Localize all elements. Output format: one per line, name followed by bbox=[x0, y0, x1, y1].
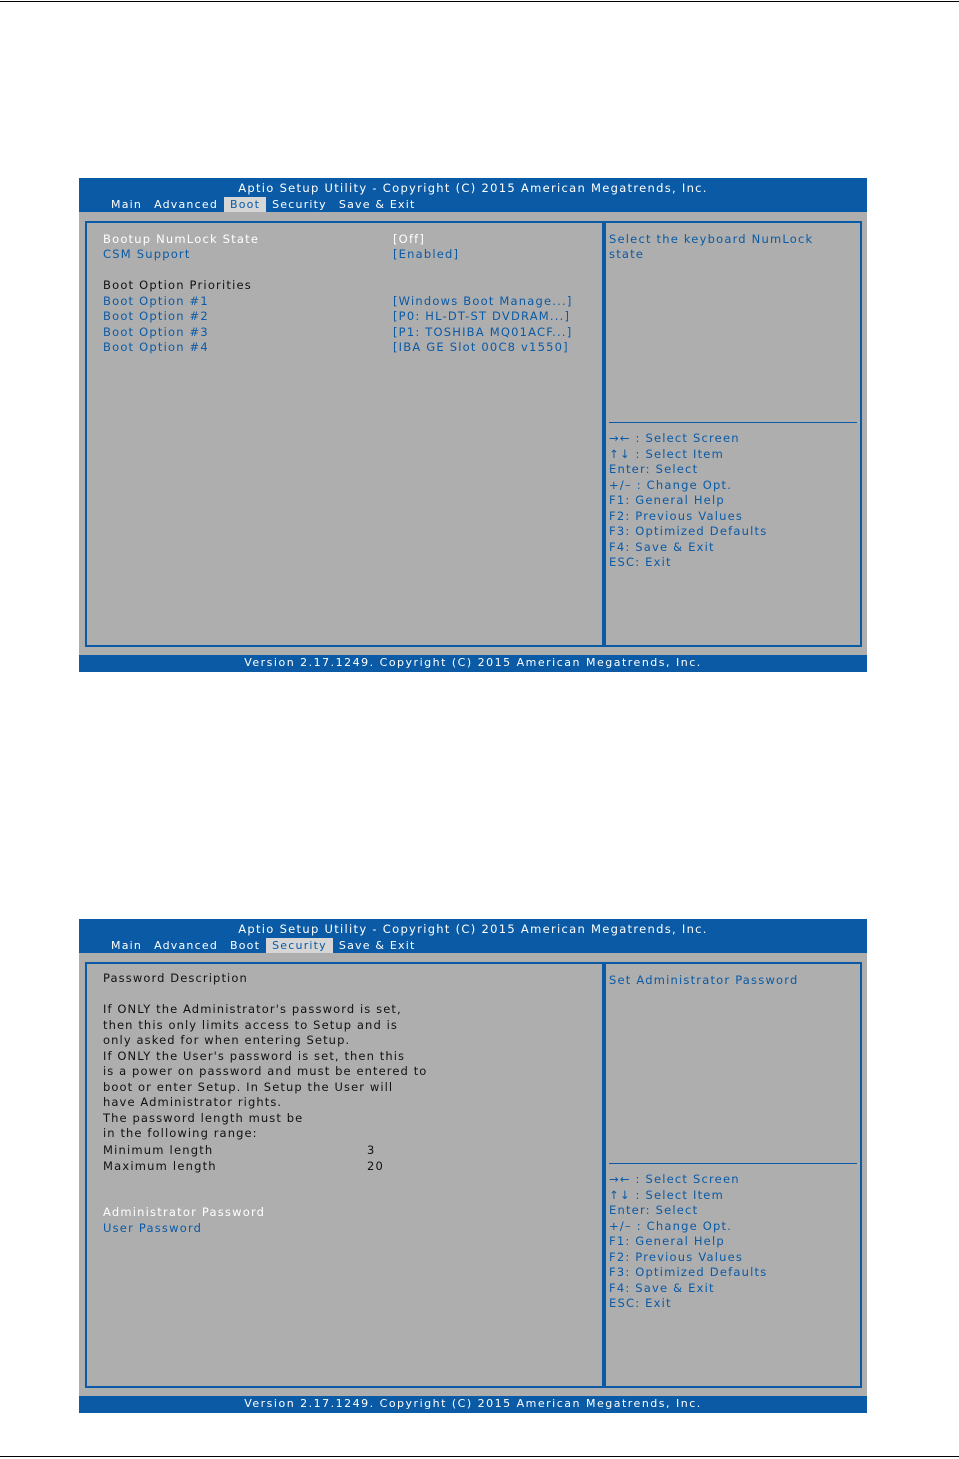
administrator-password-item[interactable]: Administrator Password bbox=[103, 1205, 266, 1219]
csm-support-value[interactable]: [Enabled] bbox=[393, 247, 460, 261]
tab-advanced[interactable]: Advanced bbox=[154, 198, 218, 211]
key-help-f2: F2: Previous Values bbox=[609, 508, 744, 523]
key-help-f1: F1: General Help bbox=[609, 1234, 725, 1248]
bios-body bbox=[79, 212, 867, 655]
tab-security[interactable]: Security bbox=[266, 938, 333, 953]
tab-boot[interactable]: Boot bbox=[224, 197, 266, 212]
help-text: Set Administrator Password bbox=[609, 973, 799, 987]
boot-option-4-value[interactable]: [IBA GE Slot 00C8 v1550] bbox=[393, 340, 569, 354]
boot-option-1-value[interactable]: [Windows Boot Manage...] bbox=[393, 294, 573, 308]
page-bottom-rule bbox=[0, 1456, 959, 1457]
user-password-item[interactable]: User Password bbox=[103, 1221, 203, 1235]
bootup-numlock-label[interactable]: Bootup NumLock State bbox=[103, 232, 260, 246]
description-line: only asked for when entering Setup. bbox=[103, 1033, 351, 1047]
key-help-f3: F3: Optimized Defaults bbox=[609, 1265, 768, 1279]
help-divider bbox=[609, 422, 857, 423]
settings-panel bbox=[85, 221, 606, 647]
bios-tab-bar bbox=[105, 197, 422, 212]
bios-footer-version: Version 2.17.1249. Copyright (C) 2015 American Megatrends, Inc. bbox=[79, 1396, 867, 1413]
description-spacer bbox=[103, 987, 427, 1003]
key-help-f4: F4: Save & Exit bbox=[609, 539, 715, 554]
help-text-line-2: state bbox=[609, 247, 645, 261]
csm-support-label[interactable]: CSM Support bbox=[103, 247, 191, 261]
key-help-select-item: ↑↓ : Select Item bbox=[609, 446, 724, 461]
description-line: boot or enter Setup. In Setup the User will bbox=[103, 1079, 394, 1094]
key-help-change-opt: +/– : Change Opt. bbox=[609, 1218, 733, 1233]
help-panel bbox=[602, 221, 862, 647]
key-help-esc: ESC: Exit bbox=[609, 1296, 672, 1310]
description-line: is a power on password and must be entered to bbox=[103, 1064, 428, 1078]
key-help-f1: F1: General Help bbox=[609, 493, 725, 507]
help-text-line-1: Select the keyboard NumLock bbox=[609, 232, 814, 246]
key-help-change-opt: +/– : Change Opt. bbox=[609, 477, 733, 492]
tab-main[interactable]: Main bbox=[111, 198, 143, 211]
boot-option-1-label[interactable]: Boot Option #1 bbox=[103, 294, 209, 308]
key-help-f4: F4: Save & Exit bbox=[609, 1280, 715, 1295]
settings-panel bbox=[85, 962, 606, 1388]
tab-save-exit[interactable]: Save & Exit bbox=[338, 939, 416, 952]
key-help-f3: F3: Optimized Defaults bbox=[609, 524, 768, 538]
key-help-list bbox=[609, 1172, 767, 1312]
bios-header bbox=[79, 178, 867, 212]
bios-tab-bar bbox=[105, 938, 422, 953]
bootup-numlock-value[interactable]: [Off] bbox=[393, 232, 426, 246]
bios-title: Aptio Setup Utility - Copyright (C) 2015 American Megatrends, Inc. bbox=[238, 922, 708, 936]
key-help-f2: F2: Previous Values bbox=[609, 1249, 744, 1264]
description-line: in the following range: bbox=[103, 1126, 258, 1140]
password-description-title: Password Description bbox=[103, 971, 248, 985]
description-line: If ONLY the User's password is set, then this bbox=[103, 1048, 406, 1063]
page-top-rule bbox=[0, 1, 959, 2]
key-help-list bbox=[609, 431, 767, 571]
boot-option-priorities-heading: Boot Option Priorities bbox=[103, 278, 252, 292]
bios-screen-security bbox=[79, 919, 867, 1413]
description-line: have Administrator rights. bbox=[103, 1095, 283, 1109]
help-panel bbox=[602, 962, 862, 1388]
tab-boot[interactable]: Boot bbox=[230, 939, 261, 952]
tab-save-exit[interactable]: Save & Exit bbox=[338, 198, 416, 211]
help-divider bbox=[609, 1163, 857, 1164]
key-help-select-screen: →← : Select Screen bbox=[609, 431, 740, 445]
boot-option-3-label[interactable]: Boot Option #3 bbox=[103, 325, 209, 339]
key-help-esc: ESC: Exit bbox=[609, 555, 672, 569]
password-description bbox=[103, 971, 427, 1142]
min-length-value: 3 bbox=[367, 1143, 376, 1157]
bios-title: Aptio Setup Utility - Copyright (C) 2015 American Megatrends, Inc. bbox=[238, 181, 708, 195]
key-help-select-screen: →← : Select Screen bbox=[609, 1172, 740, 1186]
bios-screen-boot bbox=[79, 178, 867, 672]
tab-main[interactable]: Main bbox=[111, 939, 143, 952]
bios-header bbox=[79, 919, 867, 953]
max-length-value: 20 bbox=[367, 1159, 385, 1173]
boot-option-2-label[interactable]: Boot Option #2 bbox=[103, 309, 209, 323]
key-help-select-item: ↑↓ : Select Item bbox=[609, 1187, 724, 1202]
boot-option-4-label[interactable]: Boot Option #4 bbox=[103, 340, 209, 354]
key-help-enter: Enter: Select bbox=[609, 1203, 699, 1217]
bios-body bbox=[79, 953, 867, 1396]
boot-option-3-value[interactable]: [P1: TOSHIBA MQ01ACF...] bbox=[393, 325, 573, 339]
min-length-label: Minimum length bbox=[103, 1143, 214, 1157]
description-line: then this only limits access to Setup and is bbox=[103, 1017, 398, 1032]
tab-advanced[interactable]: Advanced bbox=[154, 939, 218, 952]
tab-security[interactable]: Security bbox=[272, 198, 327, 211]
description-line: If ONLY the Administrator's password is set, bbox=[103, 1002, 402, 1016]
description-line: The password length must be bbox=[103, 1110, 304, 1125]
boot-option-2-value[interactable]: [P0: HL-DT-ST DVDRAM...] bbox=[393, 309, 571, 323]
key-help-enter: Enter: Select bbox=[609, 462, 699, 476]
max-length-label: Maximum length bbox=[103, 1159, 217, 1173]
bios-footer-version: Version 2.17.1249. Copyright (C) 2015 American Megatrends, Inc. bbox=[79, 655, 867, 672]
